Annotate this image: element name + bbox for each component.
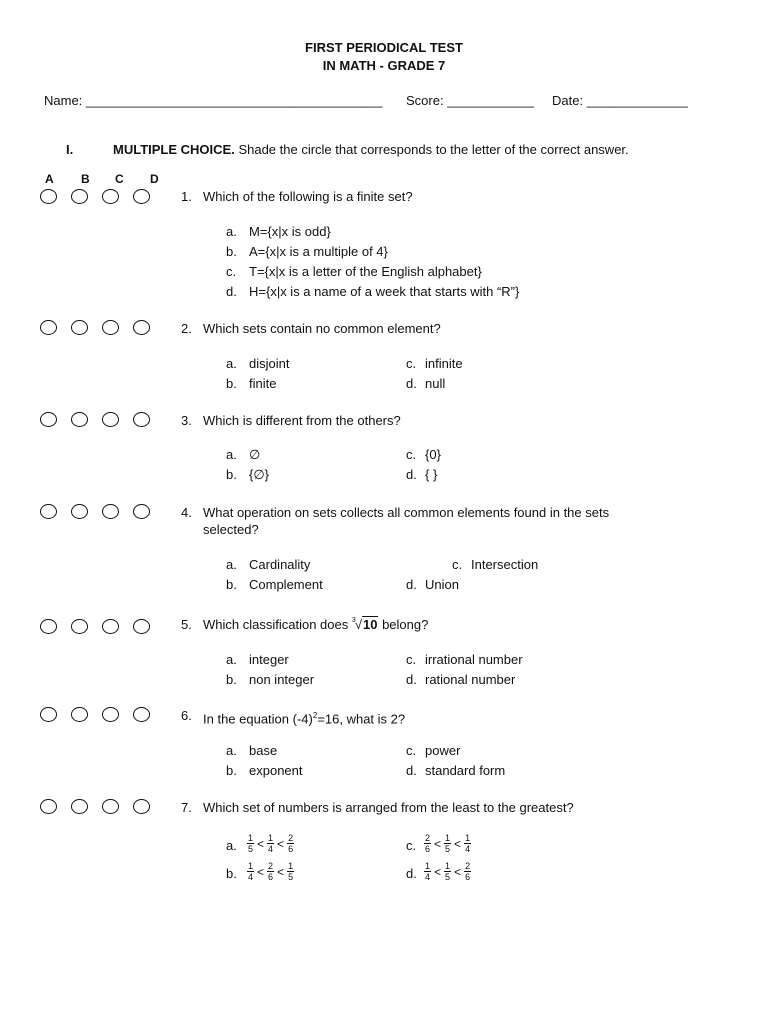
- option-text: power: [425, 743, 461, 758]
- option-text: exponent: [249, 763, 303, 778]
- option-letter: b.: [226, 577, 237, 592]
- answer-bubbles-q6: [40, 707, 150, 722]
- option-letter: c.: [406, 447, 417, 462]
- question-text: Which set of numbers is arranged from the least to the greatest?: [203, 800, 574, 815]
- cube-root-expression: [352, 616, 379, 633]
- fraction-sequence-b: [246, 861, 295, 882]
- option-text: base: [249, 743, 278, 758]
- fraction: $\frac{1}{4}$: [465, 833, 471, 854]
- option-letter: d.: [226, 284, 237, 299]
- option-letter: a.: [226, 652, 237, 667]
- option-text: non integer: [249, 672, 315, 687]
- answer-bubbles-q7: [40, 799, 150, 814]
- fraction-sequence-a: [246, 833, 295, 854]
- option-letter: b.: [226, 763, 237, 778]
- less-than-sign: <: [454, 836, 462, 851]
- bubble-d[interactable]: [133, 619, 150, 634]
- question-number: 5.: [181, 617, 192, 632]
- radical-sign: √: [354, 617, 362, 632]
- bubble-c[interactable]: [102, 412, 119, 427]
- option-text: finite: [249, 376, 277, 391]
- option-letter: b.: [226, 376, 237, 391]
- question-number: 2.: [181, 321, 192, 336]
- name-label: Name:: [44, 93, 86, 108]
- bubble-a[interactable]: [40, 412, 57, 427]
- bubble-b[interactable]: [71, 320, 88, 335]
- section-instruction: Shade the circle that corresponds to the letter of the correct answer.: [238, 142, 629, 157]
- question-number: 1.: [181, 189, 192, 204]
- question-text: Which of the following is a finite set?: [203, 189, 413, 204]
- option-text: {∅}: [249, 467, 270, 482]
- radicand: 10: [362, 617, 378, 632]
- bubble-c[interactable]: [102, 504, 119, 519]
- less-than-sign: <: [257, 864, 265, 879]
- bubble-a[interactable]: [40, 504, 57, 519]
- option-text: {0}: [425, 447, 441, 462]
- bubble-a[interactable]: [40, 619, 57, 634]
- option-letter: a.: [226, 356, 237, 371]
- section-title: MULTIPLE CHOICE.: [113, 142, 235, 157]
- answer-bubbles-q1: [40, 189, 150, 204]
- less-than-sign: <: [277, 864, 285, 879]
- date-label: Date:: [552, 93, 587, 108]
- less-than-sign: <: [277, 836, 285, 851]
- bubble-c[interactable]: [102, 799, 119, 814]
- option-text: disjoint: [249, 356, 290, 371]
- question-number: 3.: [181, 413, 192, 428]
- option-text: ∅: [249, 447, 261, 462]
- option-letter: c.: [406, 838, 417, 853]
- bubble-d[interactable]: [133, 412, 150, 427]
- option-letter: d.: [406, 866, 417, 881]
- question-text-end: =16, what is 2?: [317, 711, 406, 727]
- option-text: Complement: [249, 577, 323, 592]
- option-letter: c.: [406, 652, 417, 667]
- bubble-a[interactable]: [40, 707, 57, 722]
- option-text: standard form: [425, 763, 506, 778]
- option-text: Intersection: [471, 557, 539, 572]
- bubble-c[interactable]: [102, 189, 119, 204]
- question-text: Which sets contain no common element?: [203, 321, 441, 336]
- test-title: FIRST PERIODICAL TEST: [305, 40, 463, 55]
- bubble-c[interactable]: [102, 619, 119, 634]
- letter-d: D: [150, 172, 159, 186]
- bubble-b[interactable]: [71, 504, 88, 519]
- option-letter: c.: [226, 264, 237, 279]
- option-letter: a.: [226, 838, 237, 853]
- bubble-b[interactable]: [71, 619, 88, 634]
- option-letter: a.: [226, 447, 237, 462]
- question-text-start: In the equation (-4): [203, 711, 313, 727]
- fraction: $\frac{1}{4}$: [425, 861, 431, 882]
- bubble-b[interactable]: [71, 799, 88, 814]
- answer-bubbles-q4: [40, 504, 150, 519]
- question-text-continued: selected?: [203, 522, 259, 537]
- name-field[interactable]: [44, 93, 382, 108]
- less-than-sign: <: [434, 836, 442, 851]
- score-blank[interactable]: ____________: [447, 93, 534, 108]
- option-text: infinite: [425, 356, 463, 371]
- bubble-b[interactable]: [71, 189, 88, 204]
- radical-index: 3: [351, 617, 356, 624]
- question-number: 7.: [181, 800, 192, 815]
- option-letter: b.: [226, 244, 237, 259]
- fraction-sequence-c: [423, 833, 472, 854]
- bubble-d[interactable]: [133, 504, 150, 519]
- exponent: 2: [312, 711, 318, 720]
- letter-b: B: [81, 172, 90, 186]
- bubble-c[interactable]: [102, 707, 119, 722]
- question-text: [203, 707, 405, 727]
- option-text: { }: [425, 467, 438, 482]
- option-letter: d.: [406, 577, 417, 592]
- fraction: $\frac{2}{6}$: [425, 833, 431, 854]
- question-text-end: belong?: [378, 617, 429, 632]
- option-text: null: [425, 376, 446, 391]
- fraction: $\frac{2}{6}$: [465, 861, 471, 882]
- fraction: $\frac{2}{6}$: [288, 833, 294, 854]
- score-field[interactable]: [406, 93, 534, 108]
- option-letter: a.: [226, 224, 237, 239]
- test-subtitle: IN MATH - GRADE 7: [322, 58, 446, 73]
- section-number: I.: [66, 142, 74, 157]
- fraction: $\frac{1}{5}$: [288, 861, 294, 882]
- bubble-b[interactable]: [71, 412, 88, 427]
- letter-c: C: [115, 172, 124, 186]
- option-text: M={x|x is odd}: [249, 224, 331, 239]
- option-letter: b.: [226, 866, 237, 881]
- option-letter: a.: [226, 743, 237, 758]
- option-text: Union: [425, 577, 459, 592]
- question-number: 6.: [181, 708, 192, 723]
- fraction: $\frac{1}{4}$: [268, 833, 274, 854]
- bubble-b[interactable]: [71, 707, 88, 722]
- date-blank[interactable]: ______________: [586, 93, 688, 108]
- bubble-a[interactable]: [40, 189, 57, 204]
- option-letter: d.: [406, 763, 417, 778]
- fraction: $\frac{1}{5}$: [445, 833, 451, 854]
- option-letter: d.: [406, 672, 417, 687]
- bubble-a[interactable]: [40, 320, 57, 335]
- name-blank[interactable]: _________________________________________: [85, 93, 383, 108]
- option-text: T={x|x is a letter of the English alphabet}: [249, 264, 482, 279]
- bubble-d[interactable]: [133, 707, 150, 722]
- bubble-d[interactable]: [133, 320, 150, 335]
- bubble-d[interactable]: [133, 189, 150, 204]
- option-text: irrational number: [425, 652, 523, 667]
- option-letter: a.: [226, 557, 237, 572]
- bubble-a[interactable]: [40, 799, 57, 814]
- less-than-sign: <: [434, 864, 442, 879]
- fraction: $\frac{1}{4}$: [248, 861, 254, 882]
- date-field[interactable]: [552, 93, 688, 108]
- option-text: A={x|x is a multiple of 4}: [249, 244, 388, 259]
- option-letter: c.: [406, 743, 417, 758]
- bubble-d[interactable]: [133, 799, 150, 814]
- option-letter: d.: [406, 376, 417, 391]
- question-text: What operation on sets collects all common elements found in the sets: [203, 505, 610, 520]
- fraction: $\frac{1}{5}$: [248, 833, 254, 854]
- question-text: Which is different from the others?: [203, 413, 401, 428]
- answer-bubbles-q2: [40, 320, 150, 335]
- option-letter: b.: [226, 467, 237, 482]
- answer-bubbles-q5: [40, 619, 150, 634]
- option-letter: c.: [452, 557, 463, 572]
- option-text: rational number: [425, 672, 516, 687]
- option-text: Cardinality: [249, 557, 311, 572]
- answer-bubbles-q3: [40, 412, 150, 427]
- less-than-sign: <: [454, 864, 462, 879]
- question-text-start: Which classification does: [203, 617, 352, 632]
- option-text: integer: [249, 652, 289, 667]
- option-letter: c.: [406, 356, 417, 371]
- question-number: 4.: [181, 505, 192, 520]
- option-letter: b.: [226, 672, 237, 687]
- score-label: Score:: [406, 93, 448, 108]
- letter-a: A: [45, 172, 54, 186]
- option-text: H={x|x is a name of a week that starts with “R”}: [249, 284, 520, 299]
- bubble-c[interactable]: [102, 320, 119, 335]
- section-heading: [113, 142, 629, 157]
- question-text: [203, 616, 428, 633]
- fraction-sequence-d: [423, 861, 472, 882]
- fraction: $\frac{2}{6}$: [268, 861, 274, 882]
- less-than-sign: <: [257, 836, 265, 851]
- option-letter: d.: [406, 467, 417, 482]
- fraction: $\frac{1}{5}$: [445, 861, 451, 882]
